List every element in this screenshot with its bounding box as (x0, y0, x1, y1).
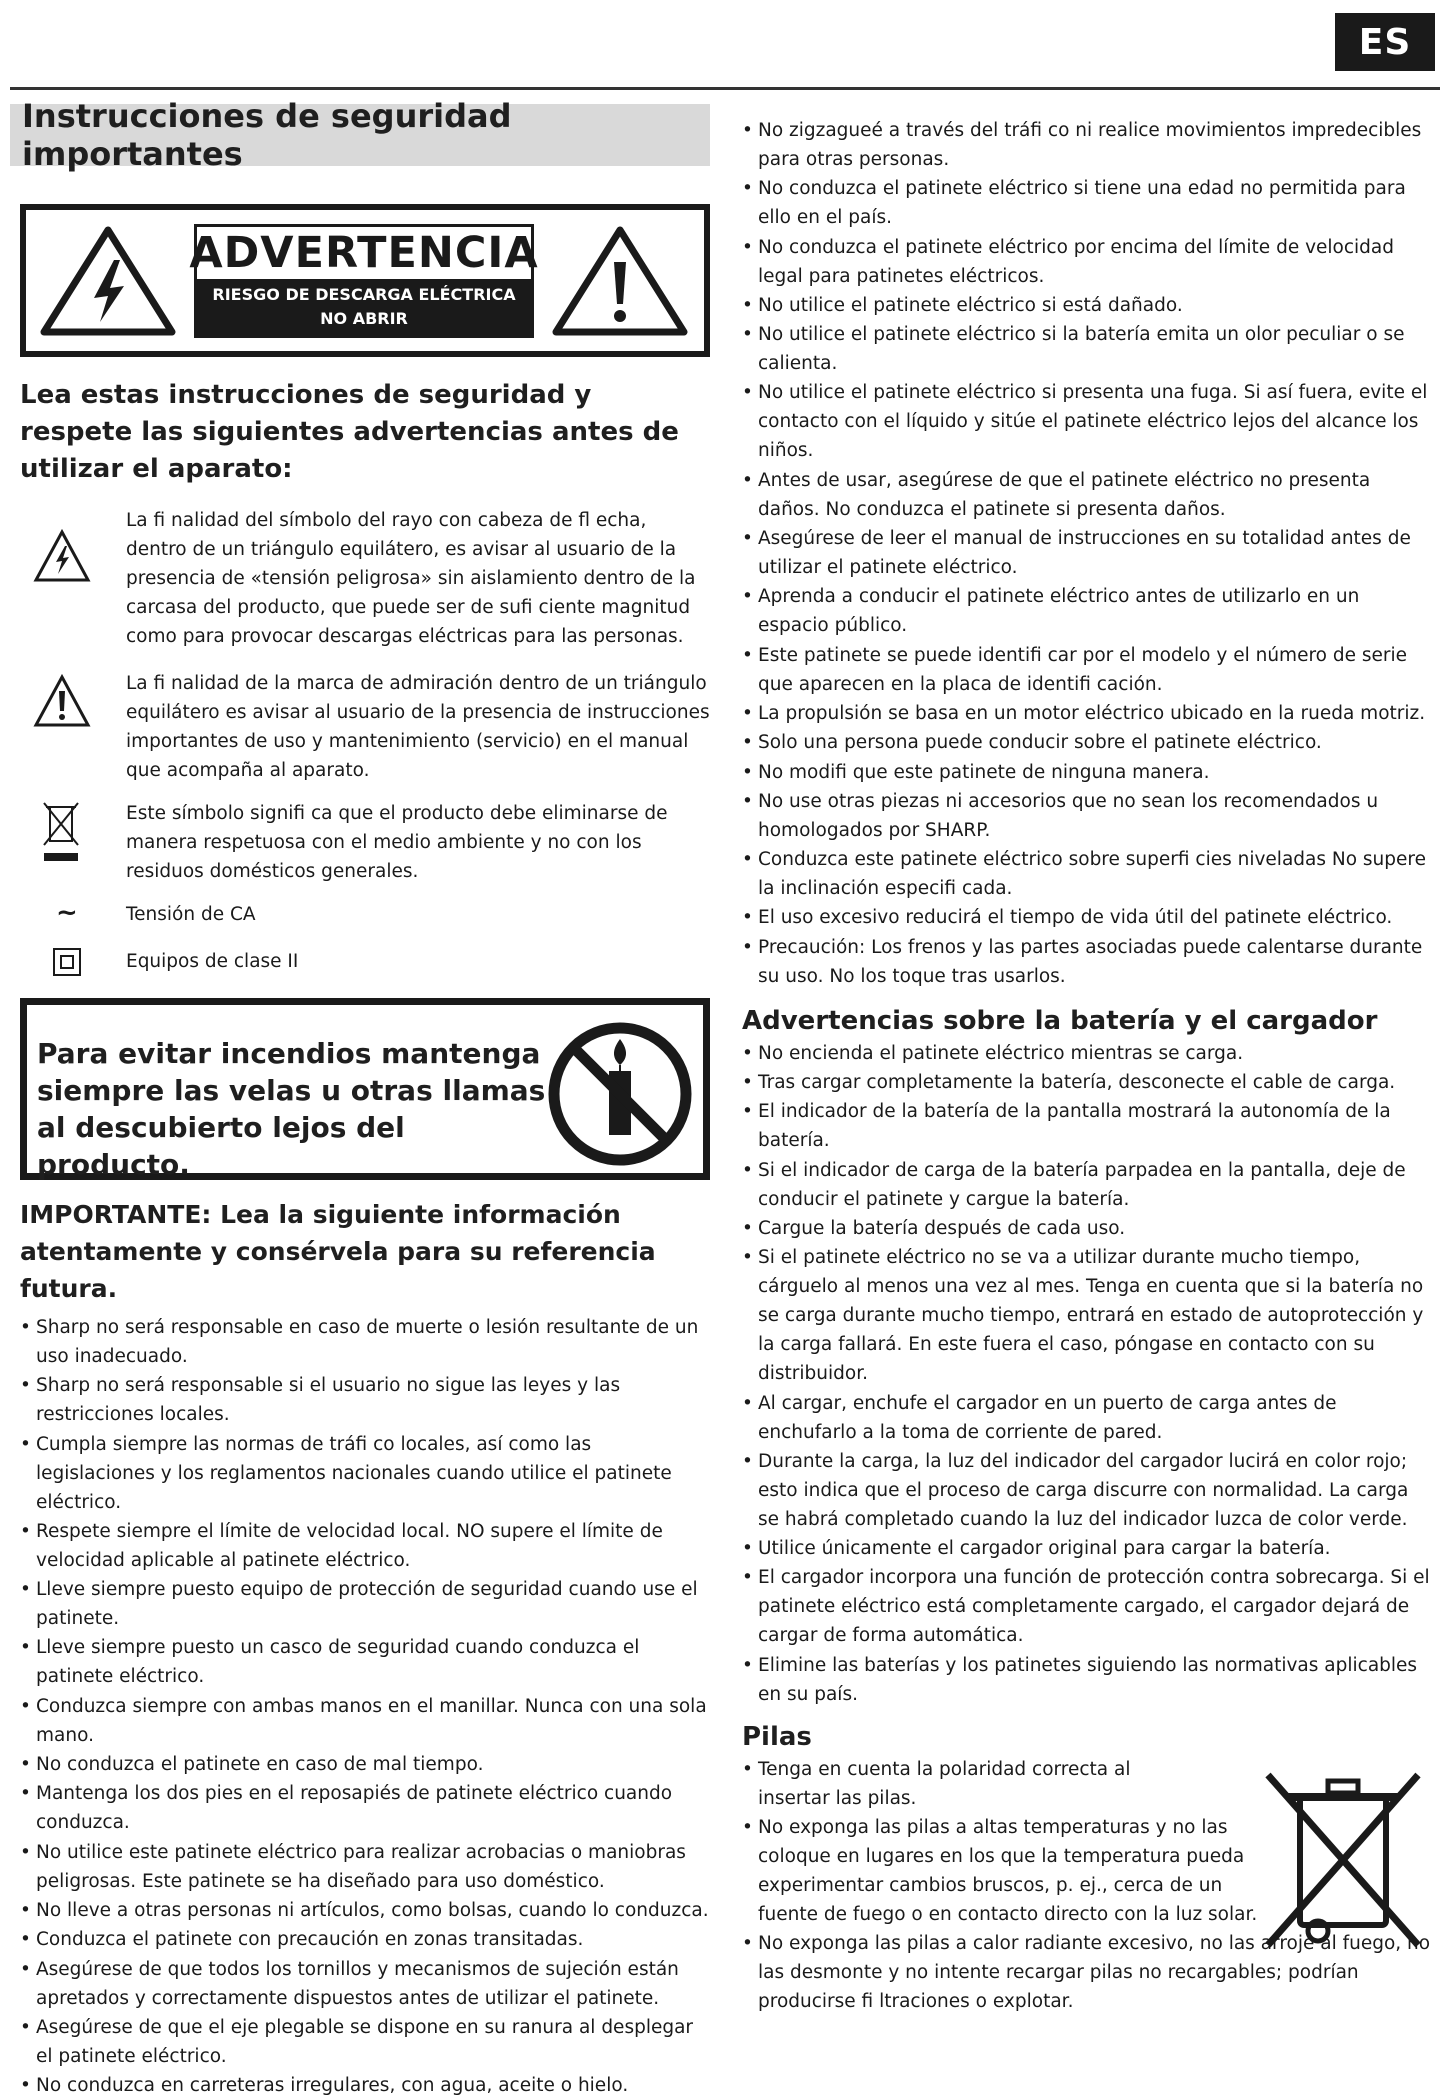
fire-warning-text: Para evitar incendios mantenga siempre las velas u otras llamas al descubierto lejos del producto. (37, 1037, 546, 1181)
warning-line-1: RIESGO DE DESCARGA ELÉCTRICA (212, 285, 516, 304)
list-item: • Al cargar, enchufe el cargador en un puerto de carga antes de enchufarlo a la toma de corriente de pared. (742, 1389, 1432, 1447)
list-item: • Mantenga los dos pies en el reposapiés de patinete eléctrico cuando conduzca. (20, 1779, 710, 1837)
list-item: • Conduzca este patinete eléctrico sobre superfi cies niveladas No supere la inclinación especifi cada. (742, 845, 1432, 903)
warning-label (20, 204, 710, 357)
no-open-flame-icon (545, 1019, 695, 1169)
list-item: • Aprenda a conducir el patinete eléctrico antes de utilizarlo en un espacio público. (742, 582, 1432, 640)
warning-line-2: NO ABRIR (320, 309, 408, 328)
list-item: • Si el indicador de carga de la batería parpadea en la pantalla, deje de conducir el patinete y cargue la batería. (742, 1156, 1432, 1214)
list-item: • Lleve siempre puesto equipo de protección de seguridad cuando use el patinete. (20, 1575, 710, 1633)
battery-bullet-list (742, 1039, 1432, 1709)
list-item: • Asegúrese de leer el manual de instrucciones en su totalidad antes de utilizar el patinete eléctrico. (742, 524, 1432, 582)
list-item: • No utilice el patinete eléctrico si la batería emita un olor peculiar o se calienta. (742, 320, 1432, 378)
symbol-text: La fi nalidad de la marca de admiración dentro de un triángulo equilátero es avisar al usuario de la presencia de instrucciones importantes de uso y mantenimiento (servicio) en el manual que acompaña al aparato. (126, 673, 710, 781)
pilas-heading: Pilas (742, 1721, 812, 1752)
list-item: • Conduzca el patinete con precaución en zonas transitadas. (20, 1925, 710, 1954)
list-item: • No encienda el patinete eléctrico mientras se carga. (742, 1039, 1432, 1068)
list-item: • Lleve siempre puesto un casco de seguridad cuando conduzca el patinete eléctrico. (20, 1633, 710, 1691)
list-item: • Cargue la batería después de cada uso. (742, 1214, 1432, 1243)
list-item: • No utilice este patinete eléctrico para realizar acrobacias o maniobras peligrosas. Este patinete se ha diseñado para uso doméstico. (20, 1838, 710, 1896)
list-item: • No conduzca el patinete eléctrico por encima del límite de velocidad legal para patinetes eléctricos. (742, 233, 1432, 291)
list-item: • El cargador incorpora una función de protección contra sobrecarga. Si el patinete eléctrico está completamente cargado, el cargador dejará de cargar de forma automática. (742, 1563, 1432, 1650)
lightning-triangle-icon (32, 528, 92, 584)
list-item: • No utilice el patinete eléctrico si presenta una fuga. Si así fuera, evite el contacto con el líquido y sitúe el patinete eléctrico lejos del alcance los niños. (742, 378, 1432, 465)
lightning-triangle-icon (38, 224, 178, 338)
list-item: • La propulsión se basa en un motor eléctrico ubicado en la rueda motriz. (742, 699, 1432, 728)
lead-heading: Lea estas instrucciones de seguridad y respete las siguientes advertencias antes de utilizar el aparato: (20, 380, 679, 484)
symbol-row-weee (20, 799, 710, 886)
list-item: • Conduzca siempre con ambas manos en el manillar. Nunca con una sola mano. (20, 1692, 710, 1750)
left-bullet-list (20, 1313, 710, 2100)
warning-band (197, 279, 531, 335)
symbol-text: Tensión de CA (126, 904, 256, 925)
list-item: • Tenga en cuenta la polaridad correcta al insertar las pilas. (742, 1755, 1198, 1813)
header-rule (10, 87, 1440, 90)
symbol-text: Equipos de clase II (126, 951, 299, 972)
list-item: • No exponga las pilas a calor radiante excesivo, no las arroje al fuego, no las desmonte y no intente recargar pilas no recargables; podrían producirse fi ltraciones o explotar. (742, 1929, 1432, 2016)
list-item: • Si el patinete eléctrico no se va a utilizar durante mucho tiempo, cárguelo al menos una vez al mes. Tenga en cuenta que si la batería no se carga durante mucho tiempo, entrará en estado de autoprotección y la carga fallará. En este fuera el caso, póngase en contacto con su distribuidor. (742, 1243, 1432, 1388)
fire-warning-box (20, 998, 710, 1180)
list-item: • Antes de usar, asegúrese de que el patinete eléctrico no presenta daños. No conduzca el patinete si presenta daños. (742, 466, 1432, 524)
list-item: • No zigzagueé a través del tráfi co ni realice movimientos impredecibles para otras personas. (742, 116, 1432, 174)
right-bullet-list (742, 116, 1432, 991)
list-item: • Asegúrese de que todos los tornillos y mecanismos de sujeción están apretados y correctamente dispuestos antes de utilizar el patinete. (20, 1955, 710, 2013)
left-column (20, 97, 710, 2100)
list-item: • Respete siempre el límite de velocidad local. NO supere el límite de velocidad aplicable al patinete eléctrico. (20, 1517, 710, 1575)
list-item: • Cumpla siempre las normas de tráfi co locales, así como las legislaciones y los reglamentos nacionales cuando utilice el patinete eléctrico. (20, 1430, 710, 1517)
symbol-row-ac (20, 900, 710, 929)
list-item: • No conduzca el patinete eléctrico si tiene una edad no permitida para ello en el país. (742, 174, 1432, 232)
list-item: • No conduzca en carreteras irregulares, con agua, aceite o hielo. (20, 2071, 710, 2100)
exclamation-triangle-icon (32, 673, 92, 729)
weee-bin-icon (40, 799, 82, 865)
symbol-row-class-ii (20, 947, 710, 976)
list-item: • Utilice únicamente el cargador original para cargar la batería. (742, 1534, 1432, 1563)
list-item: • No utilice el patinete eléctrico si está dañado. (742, 291, 1432, 320)
language-tab: ES (1335, 13, 1435, 71)
important-heading: IMPORTANTE: Lea la siguiente información atentamente y consérvela para su referencia futura. (20, 1200, 656, 1303)
pilas-section (742, 1755, 1432, 2016)
list-item: • Asegúrese de que el eje plegable se dispone en su ranura al desplegar el patinete eléctrico. (20, 2013, 710, 2071)
list-item: • El uso excesivo reducirá el tiempo de vida útil del patinete eléctrico. (742, 903, 1432, 932)
ac-tilde-icon: ~ (56, 898, 78, 928)
symbol-row-exclamation (20, 669, 710, 785)
list-item: • No conduzca el patinete en caso de mal tiempo. (20, 1750, 710, 1779)
list-item: • No exponga las pilas a altas temperaturas y no las coloque en lugares en los que la temperatura pueda experimentar cambios bruscos, p. ej., cerca de un fuente de fuego o en contacto directo con la luz solar. (742, 1813, 1258, 1929)
list-item: • El indicador de la batería de la pantalla mostrará la autonomía de la batería. (742, 1097, 1432, 1155)
list-item: • Tras cargar completamente la batería, desconecte el cable de carga. (742, 1068, 1432, 1097)
page-title: Instrucciones de seguridad importantes (10, 104, 710, 166)
list-item: • Elimine las baterías y los patinetes siguiendo las normativas aplicables en su país. (742, 1651, 1432, 1709)
list-item: • No lleve a otras personas ni artículos, como bolsas, cuando lo conduzca. (20, 1896, 710, 1925)
class-ii-icon (52, 947, 82, 977)
weee-bin-icon (1258, 1765, 1428, 1955)
battery-heading: Advertencias sobre la batería y el cargador (742, 1005, 1378, 1036)
list-item: • Sharp no será responsable en caso de muerte o lesión resultante de un uso inadecuado. (20, 1313, 710, 1371)
list-item: • Sharp no será responsable si el usuario no sigue las leyes y las restricciones locales. (20, 1371, 710, 1429)
warning-title: ADVERTENCIA (189, 228, 539, 278)
list-item: • No modifi que este patinete de ninguna manera. (742, 758, 1432, 787)
list-item: • No use otras piezas ni accesorios que no sean los recomendados u homologados por SHARP. (742, 787, 1432, 845)
list-item: • Precaución: Los frenos y las partes asociadas puede calentarse durante su uso. No los toque tras usarlos. (742, 933, 1432, 991)
warning-center-panel (189, 224, 539, 338)
list-item: • Solo una persona puede conducir sobre el patinete eléctrico. (742, 728, 1432, 757)
symbol-text: Este símbolo signifi ca que el producto debe eliminarse de manera respetuosa con el medio ambiente y no con los residuos domésticos generales. (126, 803, 668, 882)
exclamation-triangle-icon (550, 224, 690, 338)
symbol-row-lightning (20, 506, 710, 651)
list-item: • Este patinete se puede identifi car por el modelo y el número de serie que aparecen en la placa de identifi cación. (742, 641, 1432, 699)
symbol-text: La fi nalidad del símbolo del rayo con cabeza de fl echa, dentro de un triángulo equilátero, es avisar al usuario de la presencia de «tensión peligrosa» sin aislamiento dentro de la carcasa del producto, que puede ser de sufi ciente magnitud como para provocar descargas eléctricas para las personas. (126, 510, 696, 647)
list-item: • Durante la carga, la luz del indicador del cargador lucirá en color rojo; esto indica que el proceso de carga discurre con normalidad. La carga se habrá completado cuando la luz del indicador luzca de color verde. (742, 1447, 1432, 1534)
right-column (742, 100, 1432, 2016)
